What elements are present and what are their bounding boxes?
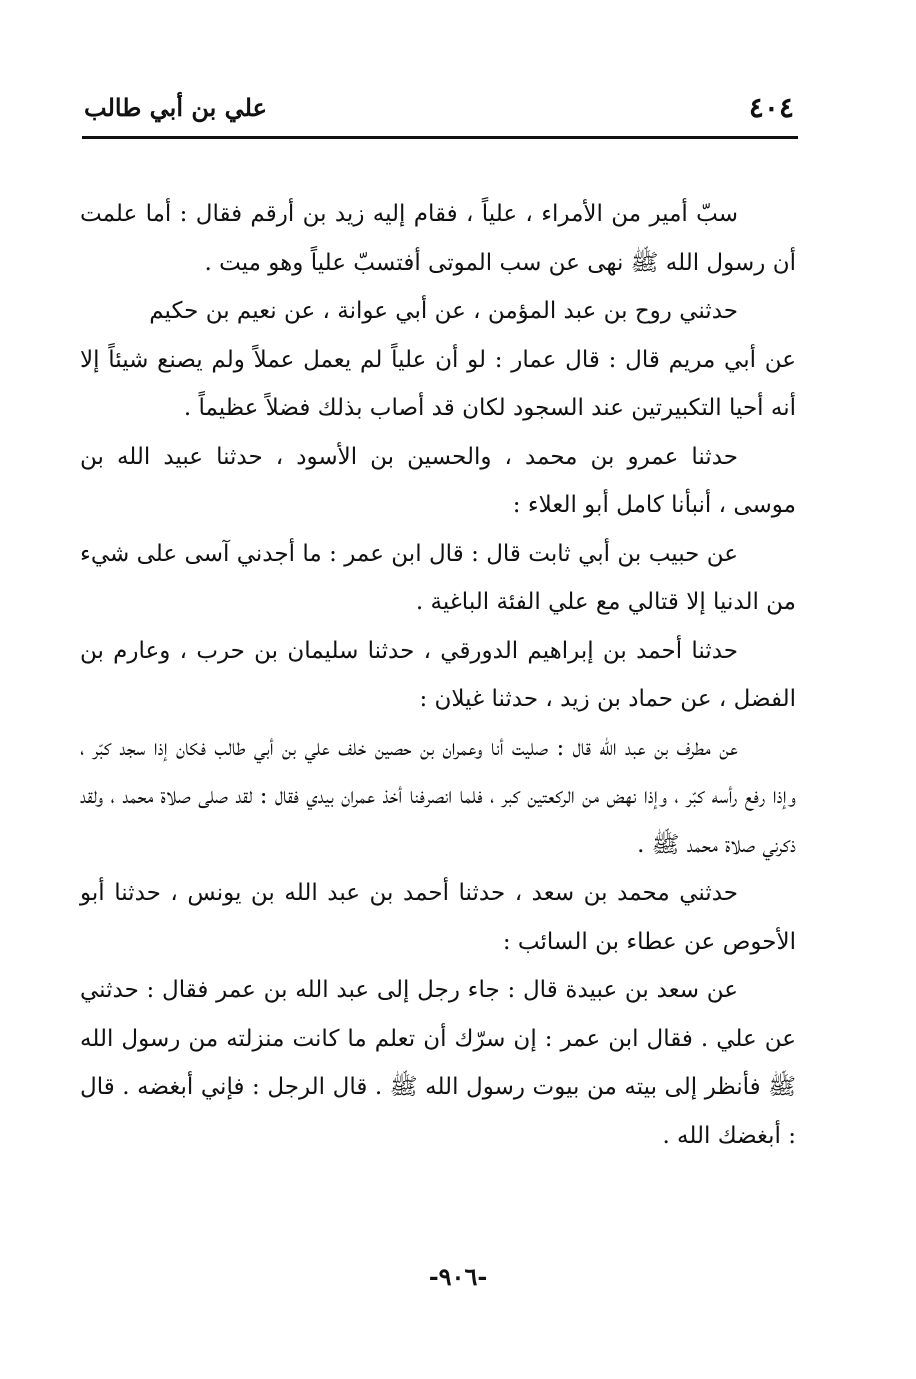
running-title: علي بن أبي طالب [84,93,267,122]
paragraph: حدثنا عمرو بن محمد ، والحسين بن الأسود ، حدثنا عبيد الله بن موسى ، أنبأنا كامل أبو العلاء : [80,443,796,518]
paragraph: عن حبيب بن أبي ثابت قال : قال ابن عمر : ما أجدني آسى على شيء من الدنيا إلا قتالي مع علي الفئة الباغية . [80,540,796,615]
paragraph: عن مطرف بن عبد الله قال : صليت أنا وعمران بن حصين خلف علي بن أبي طالب فكان إذا سجد كبّر ، وإذا رفع رأسه كبّر ، وإذا نهض من الركعتين كبر ، فلما انصرفنا أخذ عمران بيدي فقال : لقد صلى صلاة محمد ، ولقد ذكرني صلاة محمد ﷺ . [80,734,796,858]
paragraph: عن سعد بن عبيدة قال : جاء رجل إلى عبد الله بن عمر فقال : حدثني عن علي . فقال ابن عمر : إن سرّك أن تعلم ما كانت منزلته من رسول الله ﷺ فأنظر إلى بيته من بيوت رسول الله ﷺ . قال الرجل : فإني أبغضه . قال : أبغضك الله . [80,977,796,1149]
page-header [82,88,798,140]
header-divider [82,136,798,139]
page-number: ٤٠٤ [748,91,794,124]
paragraph: حدثني روح بن عبد المؤمن ، عن أبي عوانة ، عن نعيم بن حكيم [149,298,738,324]
paragraph: حدثنا أحمد بن إبراهيم الدورقي ، حدثنا سليمان بن حرب ، وعارم بن الفضل ، عن حماد بن زيد ، حدثنا غيلان : [80,637,796,712]
paragraph: حدثني محمد بن سعد ، حدثنا أحمد بن عبد الله بن يونس ، حدثنا أبو الأحوص عن عطاء بن السائب : [80,880,796,955]
paragraph: عن أبي مريم قال : قال عمار : لو أن علياً لم يعمل عملاً ولم يصنع شيئاً إلا أنه أحيا التكبيرتين عند السجود لكان قد أصاب بذلك فضلاً عظيماً . [80,346,796,421]
footer-page-number: -٩٠٦- [428,1262,488,1291]
main-text [80,190,796,1160]
paragraph: سبّ أمير من الأمراء ، علياً ، فقام إليه زيد بن أرقم فقال : أما علمت أن رسول الله ﷺ نهى عن سب الموتى أفتسبّ علياً وهو ميت . [80,201,796,276]
